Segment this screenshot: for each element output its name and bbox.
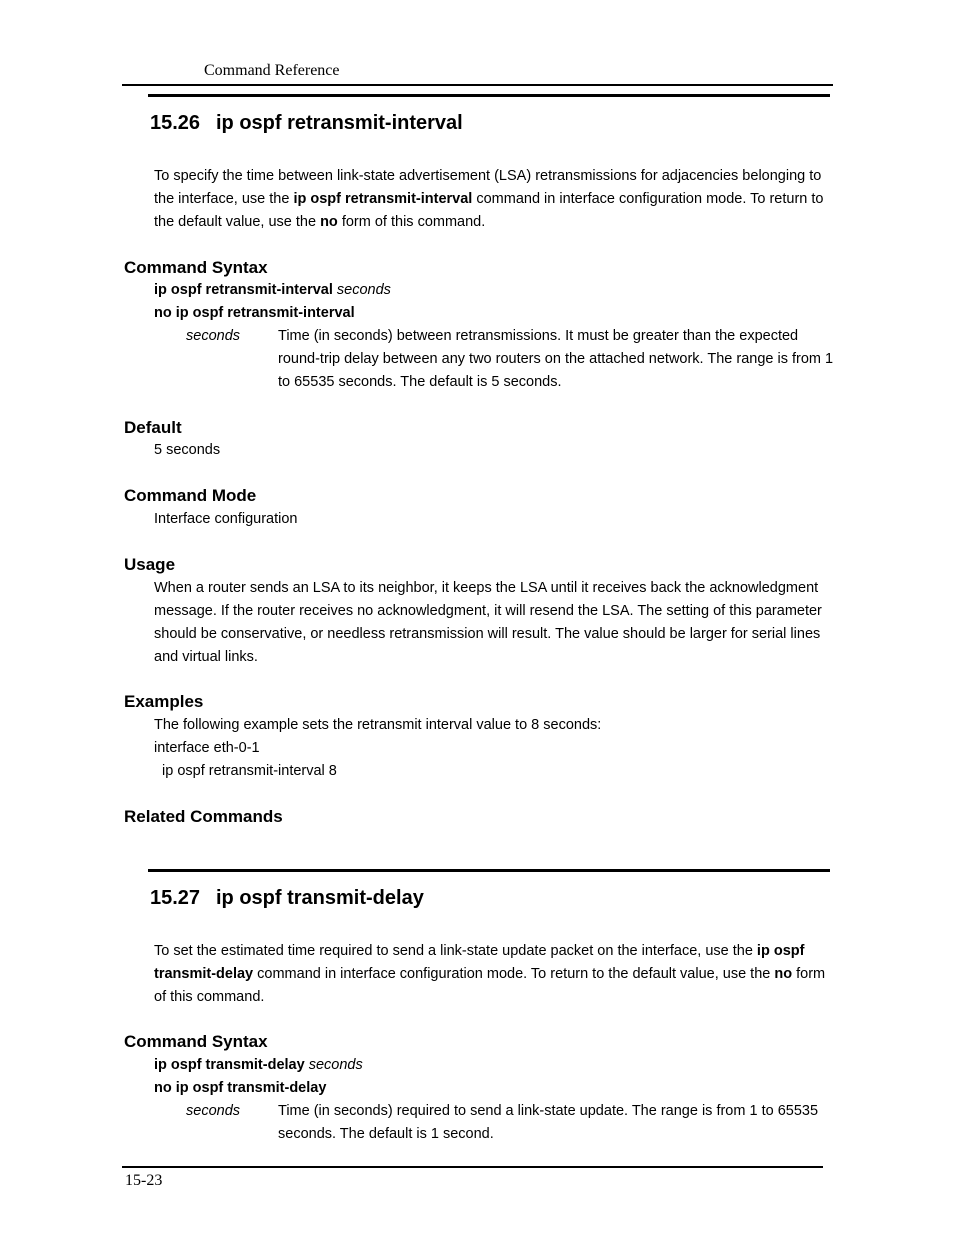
param-name: seconds: [186, 328, 241, 344]
examples-intro: The following example sets the retransmit interval value to 8 seconds:: [154, 717, 602, 733]
subheading-command-mode: Command Mode: [124, 486, 257, 505]
intro-text: command in interface configuration mode. To return to the default value, use the: [253, 966, 775, 982]
syntax-line: [154, 279, 391, 302]
section-heading: ip ospf transmit-delay: [216, 887, 424, 909]
intro-command: ip ospf transmit-delay: [154, 943, 805, 982]
syntax-no-line: no ip ospf retransmit-interval: [154, 305, 355, 321]
syntax-no-line: no ip ospf transmit-delay: [154, 1080, 327, 1096]
syntax-line: [154, 1054, 363, 1077]
example-code-line: interface eth-0-1: [154, 740, 260, 756]
mode-value: Interface configuration: [154, 511, 298, 527]
intro-text: command in interface configuration mode. To return to the default value, use the: [154, 191, 824, 230]
intro-no-keyword: no: [320, 214, 338, 230]
syntax-command: ip ospf retransmit-interval: [154, 282, 333, 298]
intro-text: To specify the time between link-state advertisement (LSA) retransmissions for adjacencies belonging to the interface, use the: [154, 168, 822, 207]
subheading-command-syntax: Command Syntax: [124, 1032, 268, 1051]
subheading-command-syntax: Command Syntax: [124, 258, 268, 277]
subheading-default: Default: [124, 418, 182, 437]
intro-text: form of this command.: [154, 966, 826, 1005]
running-header: Command Reference: [204, 62, 340, 79]
section-title: [150, 887, 424, 910]
section-rule: [148, 94, 830, 97]
section-number: 15.27: [150, 887, 201, 909]
param-name: seconds: [186, 1103, 241, 1119]
section-rule: [148, 869, 830, 872]
usage-text: When a router sends an LSA to its neighbor, it keeps the LSA until it receives back the acknowledgment message. If the router receives no acknowledgment, it will resend the LSA. The setting of this parameter should be conservative, or needless retransmission will result. The value should be larger for serial lines and virtual links.: [154, 580, 822, 665]
intro-no-keyword: no: [774, 966, 793, 982]
subheading-related-commands: Related Commands: [124, 807, 283, 826]
syntax-argument: seconds: [336, 282, 391, 298]
default-value: 5 seconds: [154, 442, 221, 458]
page-number: 15-23: [125, 1172, 163, 1189]
section-intro: [154, 940, 834, 1009]
section-title: [150, 112, 463, 135]
syntax-argument: seconds: [308, 1057, 363, 1073]
param-description: Time (in seconds) required to send a link-state update. The range is from 1 to 65535 seconds. The default is 1 second.: [278, 1103, 819, 1142]
subheading-usage: Usage: [124, 555, 176, 574]
section-intro: [154, 165, 834, 234]
subheading-examples: Examples: [124, 692, 204, 711]
intro-command: ip ospf retransmit-interval: [293, 191, 473, 207]
intro-text: form of this command.: [337, 214, 486, 230]
section-heading: ip ospf retransmit-interval: [216, 112, 463, 134]
footer-rule: [122, 1166, 823, 1168]
syntax-command: ip ospf transmit-delay: [154, 1057, 305, 1073]
param-description: Time (in seconds) between retransmissions. It must be greater than the expected round-trip delay between any two routers on the attached network. The range is from 1 to 65535 seconds. The default is 5 seconds.: [278, 328, 834, 390]
section-number: 15.26: [150, 112, 201, 134]
example-code-line: ip ospf retransmit-interval 8: [162, 763, 337, 779]
header-rule: [122, 84, 833, 86]
intro-text: To set the estimated time required to send a link-state update packet on the interface, use the: [154, 943, 757, 959]
